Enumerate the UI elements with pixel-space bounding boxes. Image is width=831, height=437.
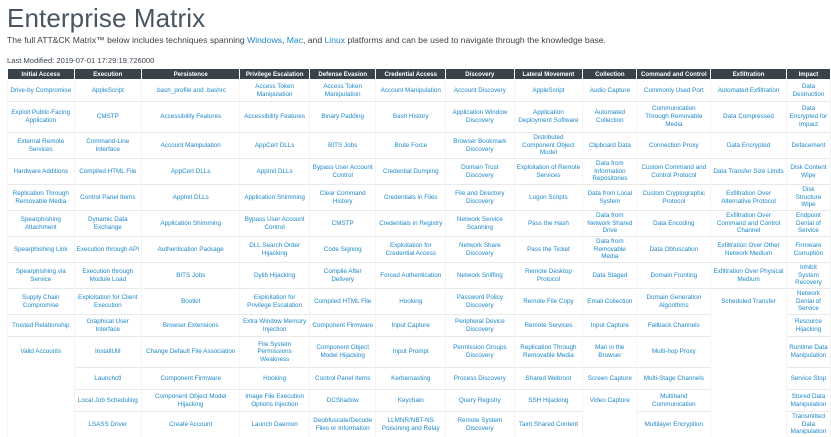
technique-cell[interactable]: Control Panel Items <box>309 368 376 390</box>
technique-cell[interactable]: Exploit Public-Facing Application <box>8 102 75 133</box>
technique-cell[interactable]: Custom Cryptographic Protocol <box>637 185 711 211</box>
technique-cell[interactable]: Network Share Discovery <box>446 237 515 263</box>
intro-after: platforms and can be used to navigate through the knowledge base. <box>345 35 606 45</box>
technique-cell[interactable]: Permission Groups Discovery <box>446 337 515 368</box>
technique-cell[interactable]: Bypass User Account Control <box>240 211 310 237</box>
technique-cell[interactable]: Remote System Discovery <box>446 412 515 437</box>
page-title: Enterprise Matrix <box>7 3 205 34</box>
technique-cell[interactable]: Commonly Used Port <box>637 80 711 102</box>
technique-cell[interactable]: Drive-by Compromise <box>8 80 75 102</box>
technique-cell[interactable]: Replication Through Removable Media <box>514 337 583 368</box>
technique-cell[interactable]: Exfiltration Over Alternative Protocol <box>711 185 787 211</box>
technique-cell[interactable]: Endpoint Denial of Service <box>786 211 830 237</box>
technique-cell[interactable]: Process Discovery <box>446 368 515 390</box>
technique-cell[interactable]: LLMNR/NBT-NS Poisoning and Relay <box>376 412 446 437</box>
linux-link[interactable]: Linux <box>325 35 346 45</box>
technique-cell[interactable]: Network Sniffing <box>446 263 515 289</box>
technique-cell[interactable]: Spearphishing Attachment <box>8 211 75 237</box>
technique-cell[interactable]: Exfiltration Over Physical Medium <box>711 263 787 289</box>
technique-cell[interactable]: Runtime Data Manipulation <box>786 337 830 368</box>
technique-rows <box>8 80 831 437</box>
technique-cell[interactable]: Remote File Copy <box>514 289 583 315</box>
technique-cell[interactable]: Network Service Scanning <box>446 211 515 237</box>
table-row <box>8 315 831 337</box>
technique-cell[interactable]: Peripheral Device Discovery <box>446 315 515 337</box>
technique-cell[interactable]: Scheduled Transfer <box>711 289 787 315</box>
technique-cell[interactable]: Launchctl <box>74 368 142 390</box>
technique-cell[interactable]: Multiband Communication <box>637 390 711 412</box>
technique-cell[interactable]: Exploitation for Privilege Escalation <box>240 289 310 315</box>
technique-cell[interactable]: Compiled HTML File <box>309 289 376 315</box>
technique-cell[interactable]: Resource Hijacking <box>786 315 830 337</box>
technique-cell[interactable]: Data Encoding <box>637 211 711 237</box>
technique-cell[interactable]: Network Denial of Service <box>786 289 830 315</box>
technique-cell[interactable]: Video Capture <box>583 390 637 412</box>
technique-cell[interactable]: Automated Exfiltration <box>711 80 787 102</box>
technique-cell[interactable]: File System Permissions Weakness <box>240 337 310 368</box>
technique-cell[interactable]: Remote Services <box>514 315 583 337</box>
technique-cell[interactable]: Audio Capture <box>583 80 637 102</box>
technique-cell[interactable]: Account Discovery <box>446 80 515 102</box>
technique-cell[interactable]: Spearphishing Link <box>8 237 75 263</box>
empty-cell <box>8 368 75 390</box>
technique-cell[interactable]: Valid Accounts <box>8 337 75 368</box>
tactic-header[interactable]: Defense Evasion <box>309 69 376 80</box>
technique-cell[interactable]: Screen Capture <box>583 368 637 390</box>
technique-cell[interactable]: Supply Chain Compromise <box>8 289 75 315</box>
technique-cell[interactable]: Application Deployment Software <box>514 102 583 133</box>
technique-cell[interactable]: Data from Local System <box>583 185 637 211</box>
technique-cell[interactable]: Local Job Scheduling <box>74 390 142 412</box>
technique-cell[interactable]: Firmware Corruption <box>786 237 830 263</box>
technique-cell[interactable]: Credential Dumping <box>376 159 446 185</box>
technique-cell[interactable]: Data Transfer Size Limits <box>711 159 787 185</box>
table-row <box>8 211 831 237</box>
windows-link[interactable]: Windows <box>247 35 282 45</box>
technique-cell[interactable]: Taint Shared Content <box>514 412 583 437</box>
empty-cell <box>711 412 787 437</box>
technique-cell[interactable]: External Remote Services <box>8 133 75 159</box>
intro-before: The full ATT&CK Matrix™ below includes techniques spanning <box>7 35 247 45</box>
technique-cell[interactable]: Dynamic Data Exchange <box>74 211 142 237</box>
technique-cell[interactable]: Execution through API <box>74 237 142 263</box>
technique-cell[interactable]: Password Policy Discovery <box>446 289 515 315</box>
technique-cell[interactable]: BITS Jobs <box>309 133 376 159</box>
last-modified: Last Modified: 2019-07-01 17:29:19.726000 <box>7 56 154 65</box>
technique-cell[interactable]: Remote Desktop Protocol <box>514 263 583 289</box>
tactic-header[interactable]: Credential Access <box>376 69 446 80</box>
technique-cell[interactable]: Clear Command History <box>309 185 376 211</box>
technique-cell[interactable]: Multilayer Encryption <box>637 412 711 437</box>
technique-cell[interactable]: CMSTP <box>74 102 142 133</box>
technique-cell[interactable]: Account Manipulation <box>376 80 446 102</box>
technique-cell[interactable]: Hooking <box>376 289 446 315</box>
technique-cell[interactable]: Kerberoasting <box>376 368 446 390</box>
technique-cell[interactable]: SSH Hijacking <box>514 390 583 412</box>
technique-cell[interactable]: Exfiltration Over Command and Control Channel <box>711 211 787 237</box>
technique-cell[interactable]: Exploitation for Client Execution <box>74 289 142 315</box>
technique-cell[interactable]: Launch Daemon <box>240 412 310 437</box>
technique-cell[interactable]: Bash History <box>376 102 446 133</box>
attack-matrix-table <box>7 68 831 437</box>
empty-cell <box>711 315 787 337</box>
tactic-header[interactable]: Execution <box>74 69 142 80</box>
technique-cell[interactable]: Replication Through Removable Media <box>8 185 75 211</box>
technique-cell[interactable]: Credentials in Registry <box>376 211 446 237</box>
technique-cell[interactable]: Browser Bookmark Discovery <box>446 133 515 159</box>
technique-cell[interactable]: Inhibit System Recovery <box>786 263 830 289</box>
technique-cell[interactable]: Query Registry <box>446 390 515 412</box>
technique-cell[interactable]: BITS Jobs <box>142 263 240 289</box>
technique-cell[interactable]: Data Compressed <box>711 102 787 133</box>
table-row <box>8 368 831 390</box>
technique-cell[interactable]: Command-Line Interface <box>74 133 142 159</box>
intro-text <box>7 35 606 45</box>
technique-cell[interactable]: Data from Network Shared Drive <box>583 211 637 237</box>
technique-cell[interactable]: .bash_profile and .bashrc <box>142 80 240 102</box>
technique-cell[interactable]: Multi-hop Proxy <box>637 337 711 368</box>
technique-cell[interactable]: Control Panel Items <box>74 185 142 211</box>
technique-cell[interactable]: Domain Trust Discovery <box>446 159 515 185</box>
tactic-header[interactable]: Exfiltration <box>711 69 787 80</box>
mac-link[interactable]: Mac <box>287 35 303 45</box>
technique-cell[interactable]: Distributed Component Object Model <box>514 133 583 159</box>
tactic-header[interactable]: Collection <box>583 69 637 80</box>
technique-cell[interactable]: File and Directory Discovery <box>446 185 515 211</box>
technique-cell[interactable]: Execution through Module Load <box>74 263 142 289</box>
technique-cell[interactable]: Data Staged <box>583 263 637 289</box>
technique-cell[interactable]: Data from Removable Media <box>583 237 637 263</box>
technique-cell[interactable]: Binary Padding <box>309 102 376 133</box>
table-row <box>8 337 831 368</box>
intro-sep-1: , <box>282 35 287 45</box>
technique-cell[interactable]: Image File Execution Options Injection <box>240 390 310 412</box>
table-row <box>8 159 831 185</box>
technique-cell[interactable]: Input Capture <box>376 315 446 337</box>
technique-cell[interactable]: Data from Information Repositories <box>583 159 637 185</box>
empty-cell <box>8 412 75 437</box>
technique-cell[interactable]: DLL Search Order Hijacking <box>240 237 310 263</box>
technique-cell[interactable]: Transmitted Data Manipulation <box>786 412 830 437</box>
technique-cell[interactable]: Component Firmware <box>309 315 376 337</box>
technique-cell[interactable]: Service Stop <box>786 368 830 390</box>
technique-cell[interactable]: Graphical User Interface <box>74 315 142 337</box>
technique-cell[interactable]: Hooking <box>240 368 310 390</box>
technique-cell[interactable]: Application Shimming <box>142 211 240 237</box>
technique-cell[interactable]: Disk Content Wipe <box>786 159 830 185</box>
technique-cell[interactable]: Automated Collection <box>583 102 637 133</box>
technique-cell[interactable]: Data Destruction <box>786 80 830 102</box>
technique-cell[interactable]: Pass the Ticket <box>514 237 583 263</box>
tactic-header[interactable]: Lateral Movement <box>514 69 583 80</box>
technique-cell[interactable]: LSASS Driver <box>74 412 142 437</box>
technique-cell[interactable]: Pass the Hash <box>514 211 583 237</box>
empty-cell <box>8 390 75 412</box>
technique-cell[interactable]: Fallback Channels <box>637 315 711 337</box>
technique-cell[interactable]: Application Window Discovery <box>446 102 515 133</box>
matrix-container <box>7 68 831 415</box>
technique-cell[interactable]: Bypass User Account Control <box>309 159 376 185</box>
technique-cell[interactable]: Data Encrypted <box>711 133 787 159</box>
technique-cell[interactable]: Component Object Model Hijacking <box>142 390 240 412</box>
technique-cell[interactable]: Domain Fronting <box>637 263 711 289</box>
technique-cell[interactable]: Hardware Additions <box>8 159 75 185</box>
technique-cell[interactable]: Dylib Hijacking <box>240 263 310 289</box>
technique-cell[interactable]: AppleScript <box>514 80 583 102</box>
technique-cell[interactable]: Clipboard Data <box>583 133 637 159</box>
technique-cell[interactable]: CMSTP <box>309 211 376 237</box>
technique-cell[interactable]: Stored Data Manipulation <box>786 390 830 412</box>
tactic-header[interactable]: Discovery <box>446 69 515 80</box>
technique-cell[interactable]: Trusted Relationship <box>8 315 75 337</box>
technique-cell[interactable]: Access Token Manipulation <box>240 80 310 102</box>
technique-cell[interactable]: Extra Window Memory Injection <box>240 315 310 337</box>
technique-cell[interactable]: Data Encrypted for Impact <box>786 102 830 133</box>
technique-cell[interactable]: Change Default File Association <box>142 337 240 368</box>
technique-cell[interactable]: Multi-Stage Channels <box>637 368 711 390</box>
technique-cell[interactable]: Forced Authentication <box>376 263 446 289</box>
empty-cell <box>583 412 637 437</box>
table-row <box>8 102 831 133</box>
technique-cell[interactable]: Custom Command and Control Protocol <box>637 159 711 185</box>
technique-cell[interactable]: Man in the Browser <box>583 337 637 368</box>
technique-cell[interactable]: Accessibility Features <box>240 102 310 133</box>
technique-cell[interactable]: Access Token Manipulation <box>309 80 376 102</box>
table-row <box>8 412 831 437</box>
tactic-header[interactable]: Initial Access <box>8 69 75 80</box>
technique-cell[interactable]: Compile After Delivery <box>309 263 376 289</box>
table-row <box>8 263 831 289</box>
technique-cell[interactable]: AppleScript <box>74 80 142 102</box>
empty-cell <box>711 337 787 368</box>
technique-cell[interactable]: Data Obfuscation <box>637 237 711 263</box>
technique-cell[interactable]: Connection Proxy <box>637 133 711 159</box>
technique-cell[interactable]: Code Signing <box>309 237 376 263</box>
table-row <box>8 390 831 412</box>
intro-sep-2: , and <box>303 35 325 45</box>
technique-cell[interactable]: Compiled HTML File <box>74 159 142 185</box>
technique-cell[interactable]: Shared Webroot <box>514 368 583 390</box>
technique-cell[interactable]: Component Object Model Hijacking <box>309 337 376 368</box>
technique-cell[interactable]: AppCert DLLs <box>240 133 310 159</box>
tactic-header[interactable]: Privilege Escalation <box>240 69 310 80</box>
technique-cell[interactable]: Spearphishing via Service <box>8 263 75 289</box>
technique-cell[interactable]: Domain Generation Algorithms <box>637 289 711 315</box>
technique-cell[interactable]: Bootkit <box>142 289 240 315</box>
technique-cell[interactable]: AppInit DLLs <box>142 185 240 211</box>
technique-cell[interactable]: Exfiltration Over Other Network Medium <box>711 237 787 263</box>
technique-cell[interactable]: Keychain <box>376 390 446 412</box>
table-row <box>8 237 831 263</box>
technique-cell[interactable]: Authentication Package <box>142 237 240 263</box>
technique-cell[interactable]: Account Manipulation <box>142 133 240 159</box>
technique-cell[interactable]: AppInit DLLs <box>240 159 310 185</box>
technique-cell[interactable]: DCShadow <box>309 390 376 412</box>
technique-cell[interactable]: InstallUtil <box>74 337 142 368</box>
empty-cell <box>711 390 787 412</box>
technique-cell[interactable]: Exploitation for Credential Access <box>376 237 446 263</box>
technique-cell[interactable]: Accessibility Features <box>142 102 240 133</box>
technique-cell[interactable]: Communication Through Removable Media <box>637 102 711 133</box>
technique-cell[interactable]: Create Account <box>142 412 240 437</box>
tactic-header[interactable]: Persistence <box>142 69 240 80</box>
tactic-header[interactable]: Impact <box>786 69 830 80</box>
technique-cell[interactable]: AppCert DLLs <box>142 159 240 185</box>
technique-cell[interactable]: Defacement <box>786 133 830 159</box>
technique-cell[interactable]: Input Capture <box>583 315 637 337</box>
technique-cell[interactable]: Input Prompt <box>376 337 446 368</box>
technique-cell[interactable]: Application Shimming <box>240 185 310 211</box>
technique-cell[interactable]: Brute Force <box>376 133 446 159</box>
table-row <box>8 133 831 159</box>
table-row <box>8 185 831 211</box>
technique-cell[interactable]: Exploitation of Remote Services <box>514 159 583 185</box>
technique-cell[interactable]: Disk Structure Wipe <box>786 185 830 211</box>
technique-cell[interactable]: Email Collection <box>583 289 637 315</box>
tactic-header-row <box>8 69 831 80</box>
technique-cell[interactable]: Logon Scripts <box>514 185 583 211</box>
technique-cell[interactable]: Component Firmware <box>142 368 240 390</box>
table-row <box>8 80 831 102</box>
technique-cell[interactable]: Browser Extensions <box>142 315 240 337</box>
tactic-header[interactable]: Command and Control <box>637 69 711 80</box>
technique-cell[interactable]: Deobfuscate/Decode Files or Information <box>309 412 376 437</box>
table-row <box>8 289 831 315</box>
technique-cell[interactable]: Credentials in Files <box>376 185 446 211</box>
empty-cell <box>711 368 787 390</box>
